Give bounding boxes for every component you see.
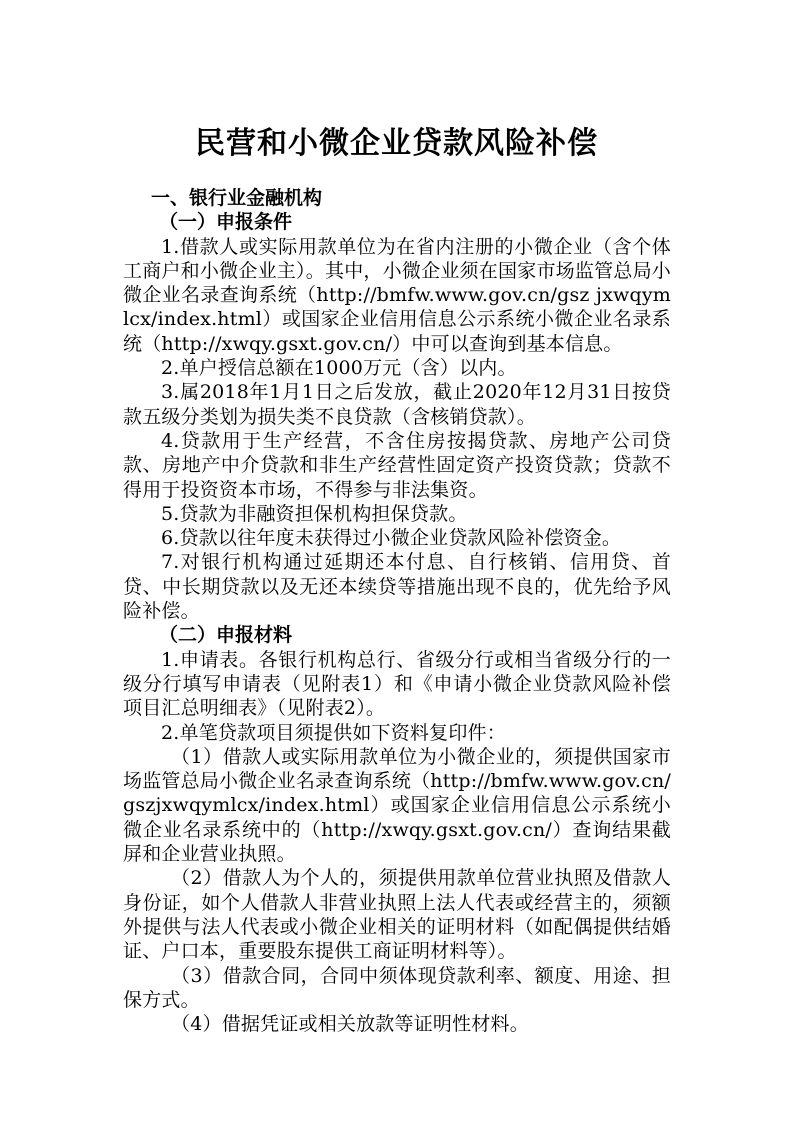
condition-item-4: 4.贷款用于生产经营，不含住房按揭贷款、房地产公司贷款、房地产中介贷款和非生产经营性固定资产投资贷款；贷款不得用于投资资本市场，不得参与非法集资。 (123, 429, 671, 501)
document-body (123, 186, 671, 1036)
subsection-heading-conditions: （一）申报条件 (159, 211, 293, 234)
condition-item-1: 1.借款人或实际用款单位为在省内注册的小微企业（含个体工商户和小微企业主）。其中，小微企业须在国家市场监管总局小微企业名录查询系统（http://bmfw.www.gov.cn/gsz jxwqymlcx/index.html）或国家企业信用信息公示系统小微企业名录系统（http://xwqy.gsxt.gov.cn/）中可以查询到基本信息。 (123, 235, 671, 355)
subsection-heading-materials: （二）申报材料 (159, 624, 293, 647)
section-heading: 一、银行业金融机构 (151, 187, 323, 209)
condition-item-6: 6.贷款以往年度未获得过小微企业贷款风险补偿资金。 (161, 527, 622, 550)
condition-item-3: 3.属2018年1月1日之后发放，截止2020年12月31日按贷款五级分类划为损失类不良贷款（含核销贷款）。 (123, 381, 671, 428)
document-title: 民营和小微企业贷款风险补偿 (195, 126, 598, 161)
condition-item-5: 5.贷款为非融资担保机构担保贷款。 (161, 502, 468, 525)
material-sub-item-3: （3）借款合同，合同中须体现贷款利率、额度、用途、担保方式。 (123, 964, 671, 1011)
material-item-2: 2.单笔贷款项目须提供如下资料复印件： (161, 721, 506, 744)
material-sub-item-4: （4）借据凭证或相关放款等证明性材料。 (171, 1013, 529, 1036)
material-sub-item-1: （1）借款人或实际用款单位为小微企业的，须提供国家市场监管总局小微企业名录查询系统（http://bmfw.www.gov.cn/gszjxwqymlcx/index.html）或国家企业信用信息公示系统小微企业名录系统中的（http://xwqy.gsxt.gov.cn/）查询结果截屏和企业营业执照。 (123, 745, 671, 866)
condition-item-7: 7.对银行机构通过延期还本付息、自行核销、信用贷、首贷、中长期贷款以及无还本续贷等措施出现不良的，优先给予风险补偿。 (123, 551, 671, 623)
condition-item-2: 2.单户授信总额在1000万元（含）以内。 (161, 357, 517, 380)
material-sub-item-2: （2）借款人为个人的，须提供用款单位营业执照及借款人身份证，如个人借款人非营业执照上法人代表或经营主的，须额外提供与法人代表或小微企业相关的证明材料（如配偶提供结婚证、户口本，重要股东提供工商证明材料等）。 (123, 867, 671, 963)
material-item-1: 1.申请表。各银行机构总行、省级分行或相当省级分行的一级分行填写申请表（见附表1）和《申请小微企业贷款风险补偿项目汇总明细表》（见附表2）。 (123, 648, 671, 720)
